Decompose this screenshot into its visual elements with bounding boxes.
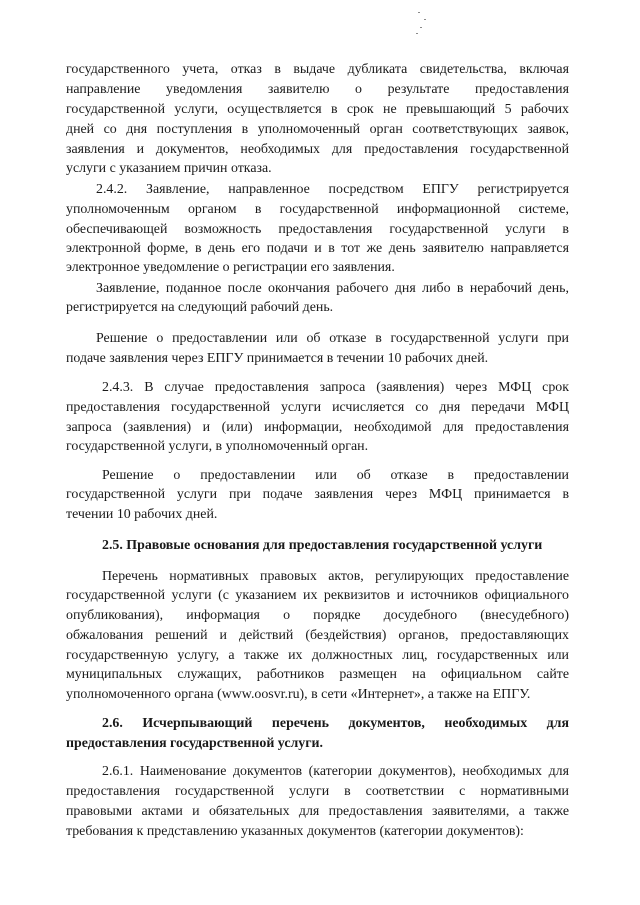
paragraph-line: дней со дня поступления в уполномоченный орган соответствующих заявок, (66, 122, 569, 137)
paragraph-line: предоставления государственной услуги исчисляется со дня передачи МФЦ (66, 400, 569, 415)
paragraph-line: государственной услуги (с указанием их реквизитов и источников официального (66, 588, 569, 603)
scan-speck (418, 12, 420, 13)
paragraph-line: направление уведомления заявителю о результате предоставления (66, 82, 569, 97)
paragraph-line: опубликования), информация о порядке досудебного (внесудебного) (66, 608, 569, 623)
paragraph-line: предоставления государственной услуги в соответствии с нормативными (66, 784, 569, 799)
paragraph-line: государственную услугу, а также их должностных лиц, государственных или (66, 648, 569, 663)
paragraph-line: регистрируется на следующий рабочий день. (66, 300, 334, 315)
paragraph-line: уполномоченным органом в государственной информационной системе, (66, 202, 569, 217)
paragraph-line: Перечень нормативных правовых актов, регулирующих предоставление (102, 569, 569, 584)
paragraph-line: 2.4.2. Заявление, направленное посредством ЕПГУ регистрируется (96, 182, 569, 197)
scan-speck (424, 19, 426, 20)
paragraph-line: муниципальных служащих, работников размещен на официальном сайте (66, 667, 569, 682)
paragraph-line: запроса (заявления) и (или) информации, необходимой для предоставления (66, 420, 569, 435)
paragraph-line: течении 10 рабочих дней. (66, 507, 218, 522)
paragraph-line: 2.4.3. В случае предоставления запроса (заявления) через МФЦ срок (102, 380, 569, 395)
section-heading-line: 2.6. Исчерпывающий перечень документов, необходимых для (102, 716, 569, 731)
paragraph-line: электронное уведомление о регистрации его заявления. (66, 260, 395, 275)
paragraph-line: услуги с указанием причин отказа. (66, 161, 272, 176)
section-heading-line: предоставления государственной услуги. (66, 736, 324, 751)
paragraph-line: обеспечивающей возможность предоставления государственной услуги в (66, 222, 569, 237)
paragraph-line: электронной форме, в день его подачи и в тот же день заявителю направляется (66, 241, 569, 256)
paragraph-line: подаче заявления через ЕПГУ принимается в течении 10 рабочих дней. (66, 351, 489, 366)
scan-speck (420, 27, 422, 28)
section-heading-line: 2.5. Правовые основания для предоставления государственной услуги (102, 538, 543, 553)
paragraph-line: уполномоченного органа (www.oosvr.ru), в сети «Интернет», а также на ЕПГУ. (66, 687, 531, 702)
paragraph-line: государственной услуги, в уполномоченный орган. (66, 439, 369, 454)
paragraph-line: Решение о предоставлении или об отказе в предоставлении (102, 468, 569, 483)
paragraph-line: государственной услуги, осуществляется в срок не превышающий 5 рабочих (66, 102, 569, 117)
paragraph-line: 2.6.1. Наименование документов (категории документов), необходимых для (102, 764, 569, 779)
paragraph-line: правовыми актами и обязательных для предоставления заявителями, а также (66, 804, 569, 819)
paragraph-line: требования к представлению указанных документов (категории документов): (66, 824, 524, 839)
paragraph-line: обжалования решений и действий (бездействия) органов, предоставляющих (66, 628, 569, 643)
paragraph-line: заявления и документов, необходимых для предоставления государственной (66, 142, 569, 157)
paragraph-line: государственной услуги при подаче заявления через МФЦ принимается в (66, 487, 569, 502)
scan-speck (416, 33, 418, 34)
paragraph-line: государственного учета, отказ в выдаче дубликата свидетельства, включая (66, 62, 569, 77)
paragraph-line: Заявление, поданное после окончания рабочего дня либо в нерабочий день, (96, 281, 569, 296)
paragraph-line: Решение о предоставлении или об отказе в государственной услуги при (96, 331, 569, 346)
